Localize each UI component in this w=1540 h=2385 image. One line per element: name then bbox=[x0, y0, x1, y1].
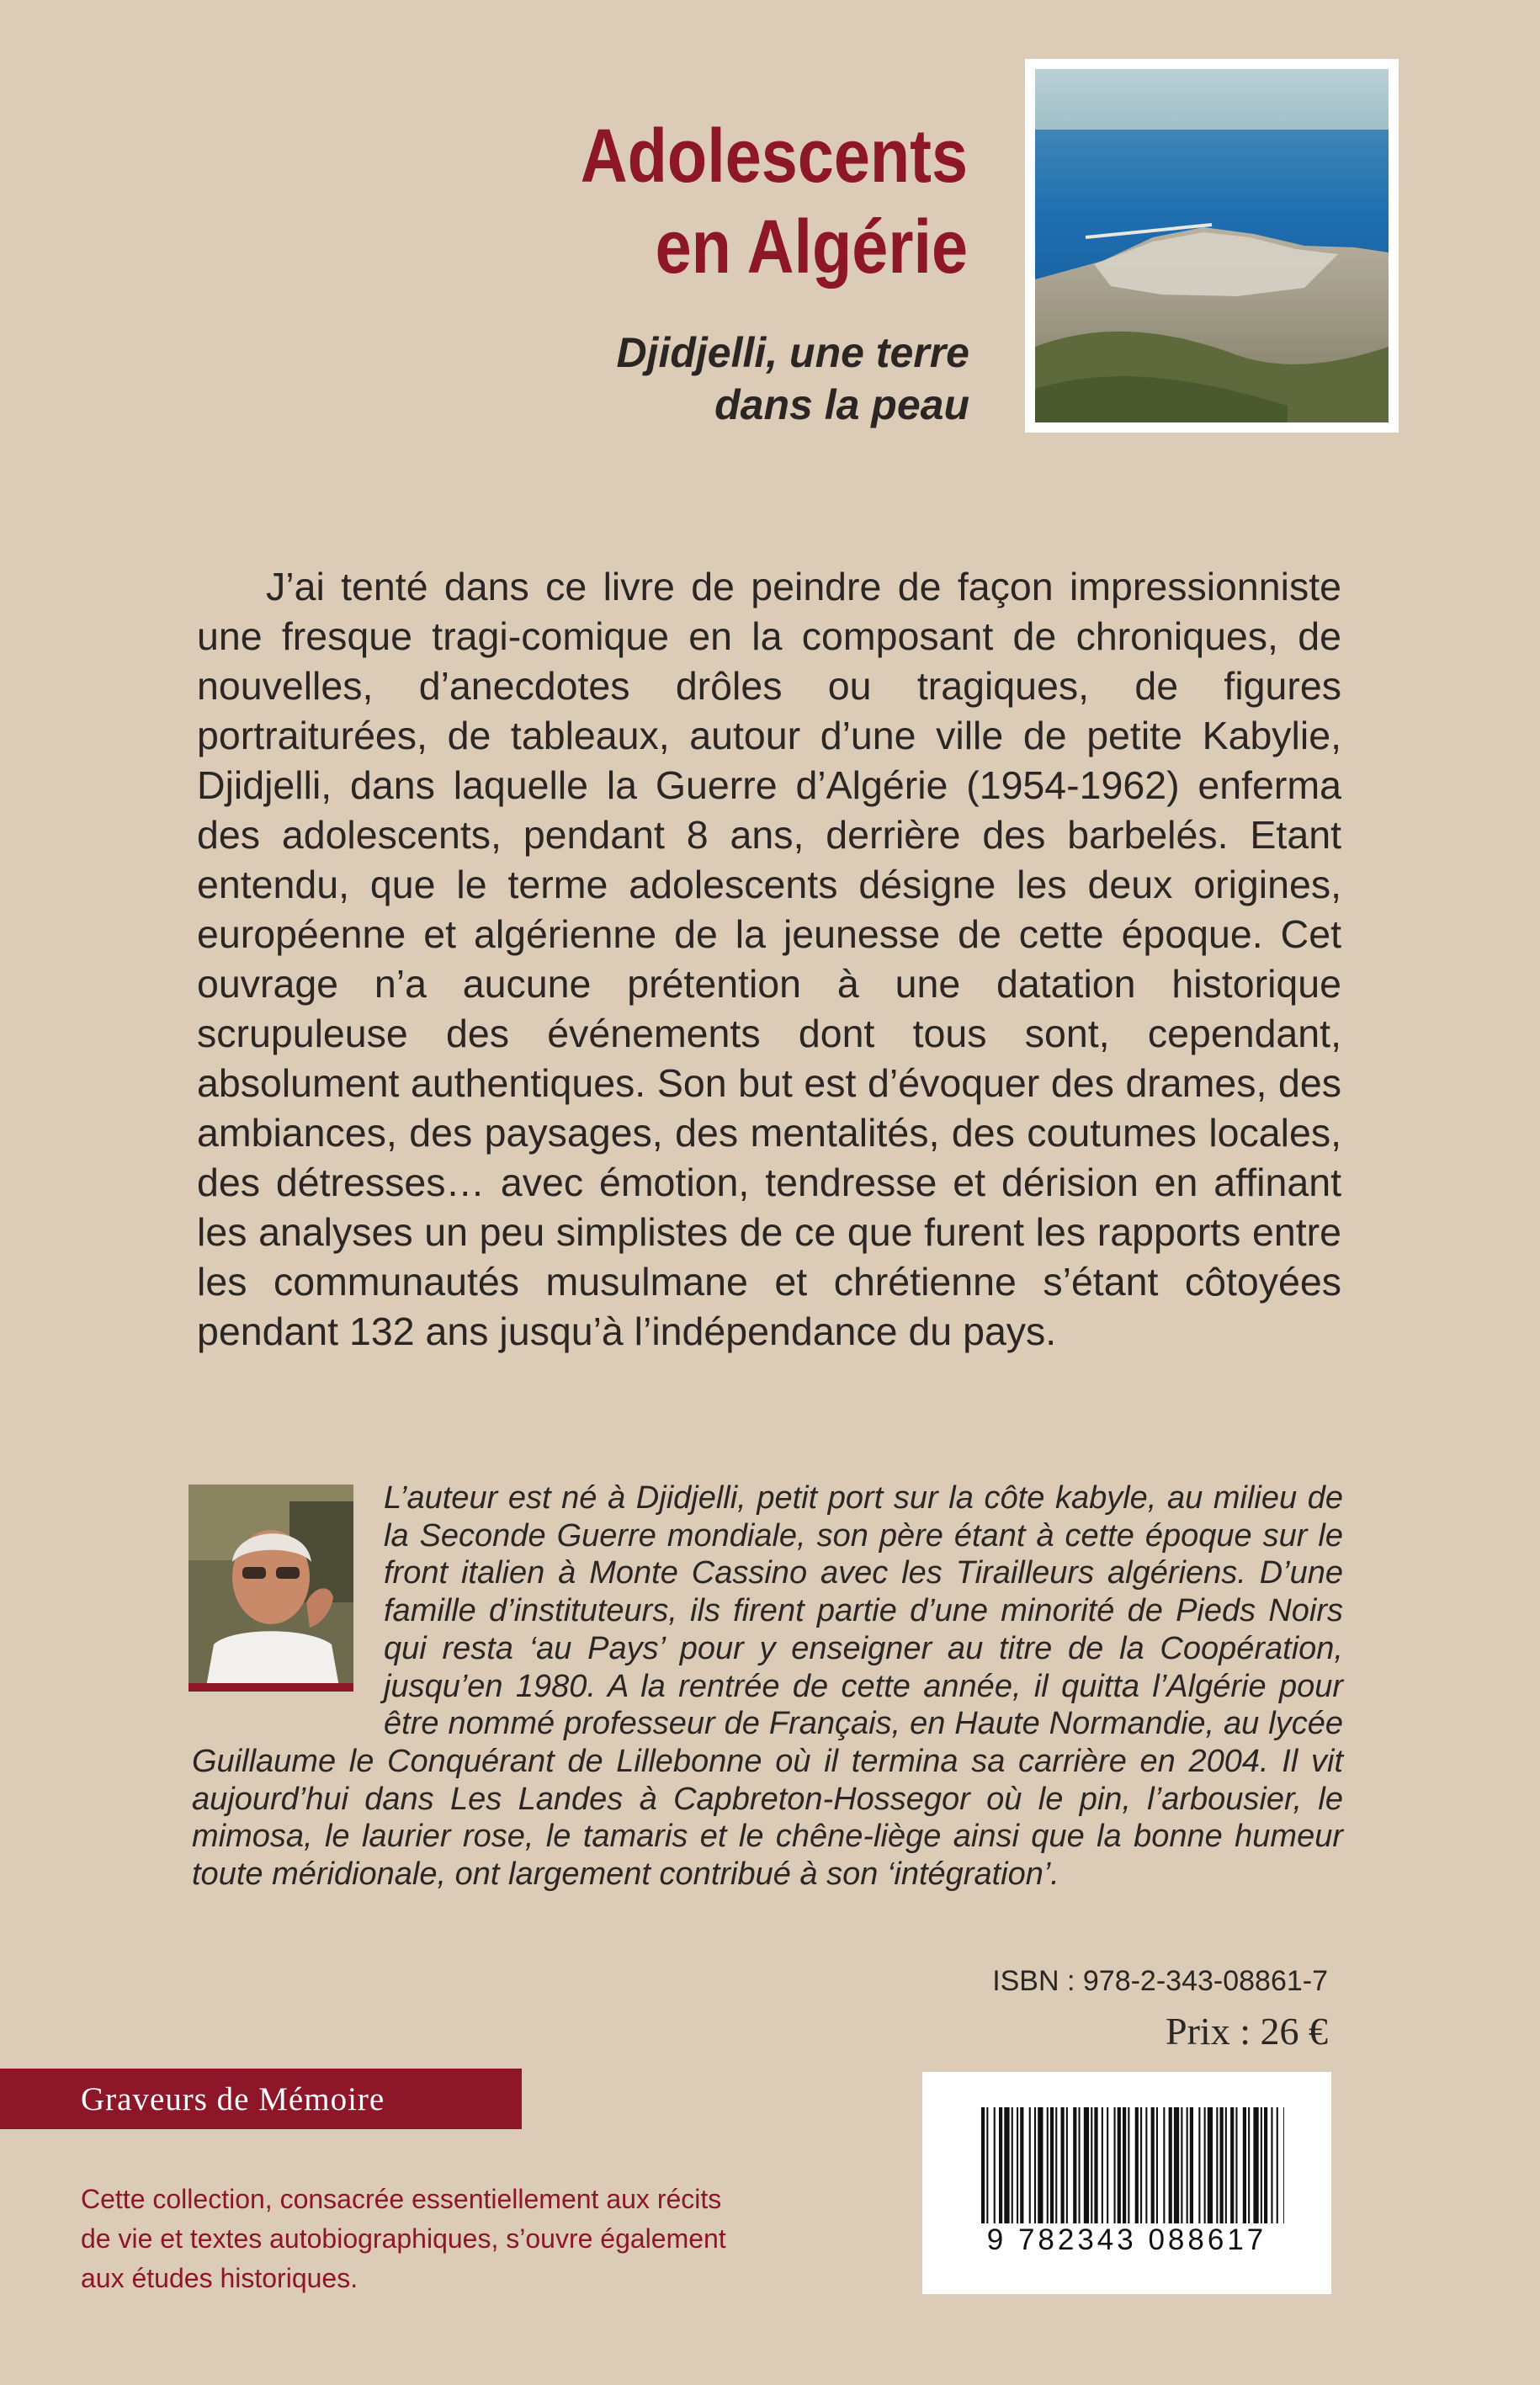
book-subtitle bbox=[471, 327, 969, 431]
barcode-bar bbox=[1084, 2107, 1089, 2223]
barcode-bar bbox=[986, 2107, 988, 2223]
barcode-bar bbox=[1174, 2107, 1179, 2223]
barcode-bar bbox=[1248, 2107, 1250, 2223]
barcode-bar bbox=[1114, 2107, 1116, 2223]
barcode-bar bbox=[1271, 2107, 1272, 2223]
barcode-bar bbox=[1190, 2107, 1193, 2223]
barcode-bar bbox=[1156, 2107, 1158, 2223]
barcode-bar bbox=[1204, 2107, 1206, 2223]
cover-photo bbox=[1025, 59, 1399, 433]
barcode-bar bbox=[1216, 2107, 1218, 2223]
barcode-bar bbox=[1061, 2107, 1065, 2223]
barcode-bar bbox=[981, 2107, 985, 2223]
barcode-bar bbox=[1140, 2107, 1142, 2223]
barcode-bar bbox=[1091, 2107, 1092, 2223]
barcode-bar bbox=[1038, 2107, 1043, 2223]
book-subtitle-line-2: dans la peau bbox=[714, 381, 969, 428]
barcode-bar bbox=[1020, 2107, 1023, 2223]
summary-paragraph: J’ai tenté dans ce livre de peindre de façon impressionniste une fresque tragi-comique en la composant de chroniques, de nouvelles, d’anecdotes drôles ou tragiques, de figures portraiturées, de tableaux, autour d’une ville de petite Kabylie, Djidjelli, dans laquelle la Guerre d’Algérie (1954-1962) enferma des adolescents, pendant 8 ans, derrière des barbelés. Etant entendu, que le terme adolescents désigne les deux origines, européenne et algérienne de la jeunesse de cette époque. Cet ouvrage n’a aucune prétention à une datation historique scrupuleuse des événements dont tous sont, cependant, absolument authentiques. Son but est d’évoquer des drames, des ambiances, des paysages, des mentalités, des coutumes locales, des détresses… avec émotion, tendresse et dérision en affinant les analyses un peu simplistes de ce que furent les rapports entre les communautés musulmane et chrétienne s’étant côtoyées pendant 132 ans jusqu’à l’indépendance du pays. bbox=[197, 565, 1341, 1353]
collection-description-line-3: aux études historiques. bbox=[81, 2263, 358, 2293]
barcode-bar bbox=[1107, 2107, 1108, 2223]
barcode-bar bbox=[1135, 2107, 1139, 2223]
barcode-bar bbox=[1128, 2107, 1129, 2223]
barcode-digits: 9 782343 088617 bbox=[986, 2223, 1267, 2256]
barcode-bar bbox=[1017, 2107, 1018, 2223]
barcode-bar bbox=[1198, 2107, 1200, 2223]
collection-band bbox=[0, 2069, 522, 2129]
book-title-line-1: Adolescents bbox=[580, 114, 968, 199]
barcode-bar bbox=[1181, 2107, 1182, 2223]
book-price: Prix : 26 € bbox=[1166, 2010, 1328, 2053]
barcode-bar bbox=[1169, 2107, 1172, 2223]
barcode-bar bbox=[1225, 2107, 1227, 2223]
barcode-bar bbox=[1145, 2107, 1147, 2223]
barcode-bar bbox=[1055, 2107, 1057, 2223]
barcode-bar bbox=[1012, 2107, 1013, 2223]
collection-name: Graveurs de Mémoire bbox=[81, 2080, 385, 2117]
barcode-bar bbox=[1066, 2107, 1068, 2223]
back-cover-summary bbox=[197, 562, 1341, 1357]
barcode-bar bbox=[1264, 2107, 1267, 2223]
bio-photo-spacer bbox=[192, 1479, 384, 1708]
barcode-bar bbox=[1283, 2107, 1284, 2223]
barcode-bar bbox=[1047, 2107, 1049, 2223]
barcode-bar bbox=[1261, 2107, 1262, 2223]
barcode-bar bbox=[994, 2107, 996, 2223]
barcode-bar bbox=[1102, 2107, 1103, 2223]
barcode-bar bbox=[1163, 2107, 1165, 2223]
collection-description bbox=[81, 2180, 838, 2298]
barcode-bar bbox=[1123, 2107, 1126, 2223]
barcode bbox=[922, 2072, 1331, 2294]
barcode-bar bbox=[1208, 2107, 1213, 2223]
collection-description-line-1: Cette collection, consacrée essentiellement aux récits bbox=[81, 2184, 722, 2214]
barcode-bar bbox=[1050, 2107, 1054, 2223]
barcode-bar bbox=[1253, 2107, 1258, 2223]
barcode-bar bbox=[999, 2107, 1002, 2223]
barcode-bar bbox=[1243, 2107, 1246, 2223]
barcode-bar bbox=[1235, 2107, 1237, 2223]
barcode-bar bbox=[1187, 2107, 1188, 2223]
barcode-bar bbox=[1034, 2107, 1036, 2223]
book-subtitle-line-1: Djidjelli, une terre bbox=[616, 329, 969, 376]
barcode-bars bbox=[981, 2107, 1284, 2223]
barcode-bar bbox=[1151, 2107, 1155, 2223]
barcode-bar bbox=[1029, 2107, 1031, 2223]
isbn-number: ISBN : 978-2-343-08861-7 bbox=[992, 1965, 1328, 1997]
author-biography bbox=[192, 1479, 1343, 1894]
book-title bbox=[541, 111, 968, 293]
barcode-bar bbox=[1079, 2107, 1081, 2223]
barcode-bar bbox=[1004, 2107, 1009, 2223]
barcode-bar bbox=[1220, 2107, 1224, 2223]
book-title-line-2: en Algérie bbox=[655, 205, 968, 289]
author-bio-text: L’auteur est né à Djidjelli, petit port sur la côte kabyle, au milieu de la Seconde Guerre mondiale, son père étant à cette époque sur le front italien à Monte Cassino avec les Tirailleurs algériens. D’une famille d’instituteurs, ils firent partie d’une minorité de Pieds Noirs qui resta ‘au Pays’ pour y enseigner au titre de la Coopération, jusqu’en 1980. A la rentrée de cette année, il quitta l’Algérie pour être nommé professeur de Français, en Haute Normandie, au lycée Guillaume le Conquérant de Lillebonne où il termina sa carrière en 2004. Il vit aujourd’hui dans Les Landes à Capbreton-Hossegor où le pin, l’arbousier, le mimosa, le laurier rose, le tamaris et le chêne-liège ainsi que la bonne humeur toute méridionale, ont largement contribué à son ‘intégration’. bbox=[192, 1480, 1343, 1893]
barcode-bar bbox=[1230, 2107, 1234, 2223]
barcode-bar bbox=[1094, 2107, 1097, 2223]
barcode-bar bbox=[1118, 2107, 1121, 2223]
barcode-bar bbox=[1277, 2107, 1278, 2223]
collection-description-line-2: de vie et textes autobiographiques, s’ouvre également bbox=[81, 2223, 726, 2254]
barcode-bar bbox=[1073, 2107, 1076, 2223]
coastal-town-illustration bbox=[1035, 69, 1389, 422]
